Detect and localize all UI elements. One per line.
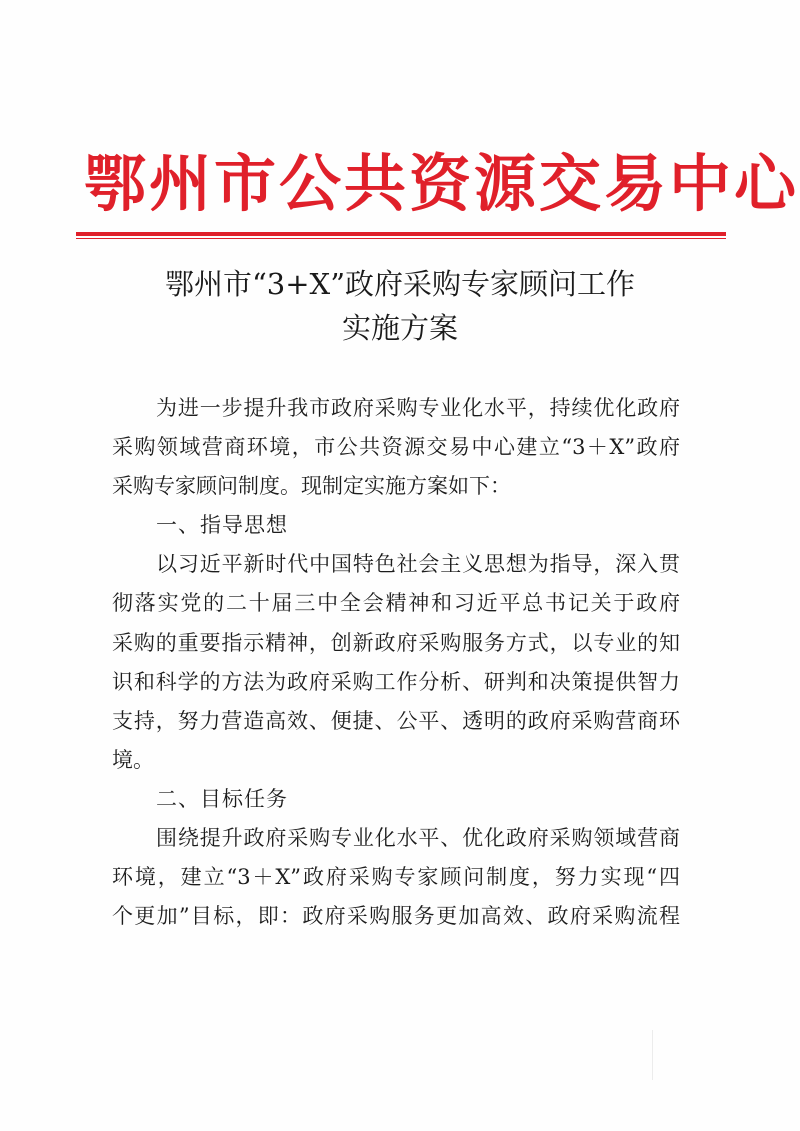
letterhead-red-thin-rule bbox=[76, 238, 726, 239]
document-title-line-2: 实施方案 bbox=[341, 311, 458, 345]
section1-paragraph-line: 境。 bbox=[112, 747, 154, 772]
document-body bbox=[112, 389, 680, 936]
section2-paragraph-line: 围绕提升政府采购专业化水平、优化政府采购领域营商 bbox=[156, 826, 680, 851]
section-heading-guiding-ideology: 一、指导思想 bbox=[156, 513, 288, 538]
document-title-line-1: 鄂州市“3+X”政府采购专家顾问工作 bbox=[164, 267, 636, 301]
section1-paragraph-line: 彻落实党的二十届三中全会精神和习近平总书记关于政府 bbox=[112, 591, 680, 616]
section1-paragraph-line: 识和科学的方法为政府采购工作分析、研判和决策提供智力 bbox=[112, 669, 680, 694]
letterhead-red-rule bbox=[76, 232, 726, 236]
scan-artifact bbox=[652, 1030, 653, 1080]
intro-paragraph-line: 采购专家顾问制度。现制定实施方案如下： bbox=[112, 474, 511, 499]
section-heading-goals-tasks: 二、目标任务 bbox=[156, 786, 288, 811]
letterhead-organization-name: 鄂州市公共资源交易中心 bbox=[84, 147, 800, 220]
intro-paragraph-line: 为进一步提升我市政府采购专业化水平，持续优化政府 bbox=[156, 396, 680, 420]
section1-paragraph-line: 以习近平新时代中国特色社会主义思想为指导，深入贯 bbox=[156, 552, 680, 577]
section2-paragraph-line: 环境，建立“3＋X”政府采购专家顾问制度，努力实现“四 bbox=[112, 865, 680, 890]
section2-paragraph-line: 个更加”目标，即：政府采购服务更加高效、政府采购流程 bbox=[112, 904, 680, 929]
section1-paragraph-line: 采购的重要指示精神，创新政府采购服务方式，以专业的知 bbox=[112, 630, 680, 655]
document-title bbox=[100, 262, 700, 350]
intro-paragraph-line: 采购领域营商环境，市公共资源交易中心建立“3＋X”政府 bbox=[112, 435, 680, 460]
section1-paragraph-line: 支持，努力营造高效、便捷、公平、透明的政府采购营商环 bbox=[112, 708, 680, 733]
